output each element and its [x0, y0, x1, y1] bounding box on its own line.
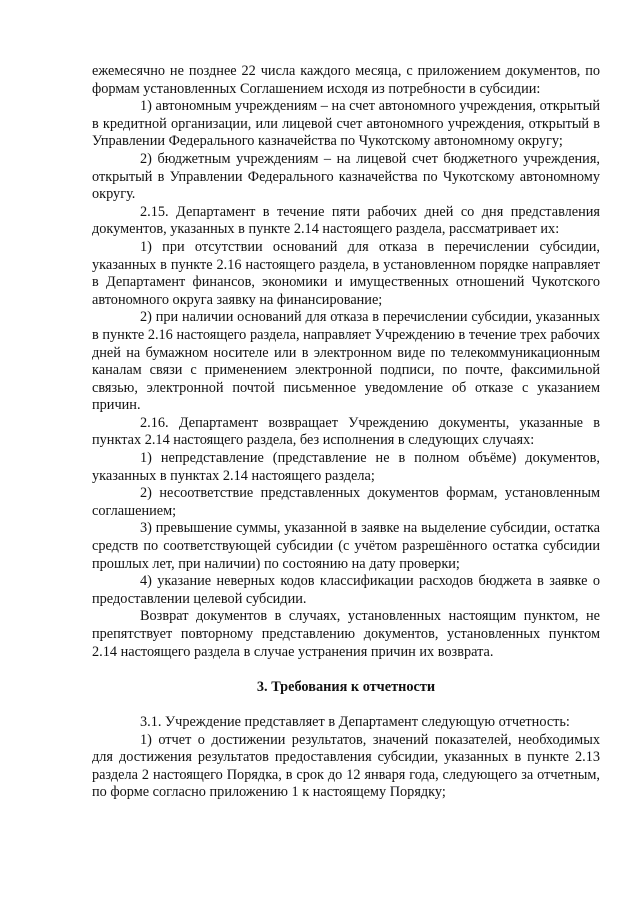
blank-line: [92, 696, 600, 714]
paragraph-2-16-item-4: 4) указание неверных кодов классификации расходов бюджета в заявке о предоставлении целевой субсидии.: [92, 573, 600, 607]
paragraph-2-16: 2.16. Департамент возвращает Учреждению документы, указанные в пунктах 2.14 настоящего раздела, без исполнения в следующих случаях:: [92, 414, 600, 449]
document-body: [92, 63, 600, 802]
paragraph-return: Возврат документов в случаях, установленных настоящим пунктом, не препятствует повторному представлению документов, установленных пунктом 2.14 настоящего раздела в случае устранения причин их возврата.: [92, 608, 600, 660]
blank-line: [92, 661, 600, 679]
paragraph-3-1-item-1: 1) отчет о достижении результатов, значений показателей, необходимых для достижения результатов предоставления субсидии, указанных в пункте 2.13 раздела 2 настоящего Порядка, в срок до 12 января года, следующего за отчетным, по форме согласно приложению 1 к настоящему Порядку;: [92, 731, 600, 801]
paragraph-2-15: 2.15. Департамент в течение пяти рабочих дней со дня представления документов, указанных в пункте 2.14 настоящего раздела, рассматривает их:: [92, 203, 600, 238]
paragraph-2-15-item-2: 2) при наличии оснований для отказа в перечислении субсидии, указанных в пункте 2.16 настоящего раздела, направляет Учреждению в течение трех рабочих дней на бумажном носителе или в электронном виде по телекоммуникационным каналам связи с применением электронной подписи, по почте, факсимильной связью, электронной почтой письменное уведомление об отказе с указанием причин.: [92, 309, 600, 414]
paragraph-autonomous: 1) автономным учреждениям – на счет автономного учреждения, открытый в кредитной организации, или лицевой счет автономного учреждения, открытый в Управлении Федерального казначейства по Чукотскому автономному округу;: [92, 98, 600, 150]
paragraph-budgetary: 2) бюджетным учреждениям – на лицевой счет бюджетного учреждения, открытый в Управлении Федерального казначейства по Чукотскому автономному округу.: [92, 150, 600, 203]
section-title: 3. Требования к отчетности: [256, 678, 436, 695]
paragraph-2-16-item-3: 3) превышение суммы, указанной в заявке на выделение субсидии, остатка средств по соответствующей субсидии (с учётом разрешённого остатка субсидии прошлых лет, при наличии) по состоянию на дату проверки;: [92, 520, 600, 572]
paragraph-2-15-item-1: 1) при отсутствии оснований для отказа в перечислении субсидии, указанных в пункте 2.16 настоящего раздела, в установленном порядке направляет в Департамент финансов, экономики и имущественных отношений Чукотского автономного округа заявку на финансирование;: [92, 238, 600, 308]
paragraph-2-16-item-1: 1) непредставление (представление не в полном объёме) документов, указанных в пунктах 2.14 настоящего раздела;: [92, 450, 600, 484]
paragraph-2-16-item-2: 2) несоответствие представленных документов формам, установленным соглашением;: [92, 485, 600, 519]
paragraph-continuation: ежемесячно не позднее 22 числа каждого месяца, с приложением документов, по формам установленных Соглашением исходя из потребности в субсидии:: [92, 63, 600, 97]
paragraph-3-1: 3.1. Учреждение представляет в Департамент следующую отчетность:: [140, 713, 570, 730]
